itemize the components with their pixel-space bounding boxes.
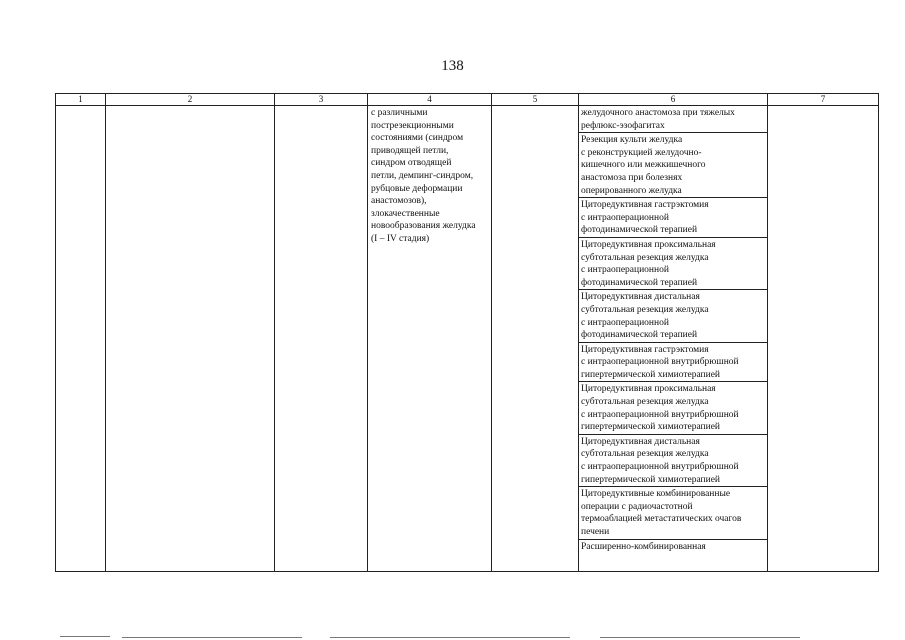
diagnosis-text-line: новообразования желудка bbox=[371, 221, 476, 232]
procedure-text-line: гипертермической химиотерапией bbox=[581, 369, 720, 380]
procedure-item bbox=[579, 382, 767, 434]
procedure-text-line: с интраоперационной bbox=[581, 212, 669, 223]
diagnosis-text-line: с различными bbox=[371, 108, 428, 118]
cell-col-3 bbox=[275, 106, 368, 572]
procedure-item bbox=[579, 343, 767, 383]
procedure-text-line: с интраоперационной внутрибрюшной bbox=[581, 357, 739, 368]
procedure-text-line: Расширенно-комбинированная bbox=[581, 541, 706, 552]
header-col-4: 4 bbox=[368, 94, 492, 106]
scan-artifact-line bbox=[60, 636, 110, 637]
procedure-text-line: рефлюкс-эзофагитах bbox=[581, 120, 665, 131]
cell-col-2 bbox=[106, 106, 275, 572]
cell-col-7 bbox=[768, 106, 879, 572]
header-col-6: 6 bbox=[579, 94, 768, 106]
table-row bbox=[56, 106, 879, 572]
procedure-text-line: субтотальная резекция желудка bbox=[581, 449, 709, 460]
procedure-text-line: анастомоза при болезнях bbox=[581, 172, 683, 183]
procedure-item bbox=[579, 106, 767, 133]
header-row bbox=[56, 94, 879, 106]
procedure-text-line: с реконструкцией желудочно- bbox=[581, 147, 702, 158]
procedure-text-line: печени bbox=[581, 527, 610, 537]
header-col-3: 3 bbox=[275, 94, 368, 106]
procedure-item bbox=[579, 540, 767, 554]
cell-col-4-diagnosis bbox=[368, 106, 492, 572]
page-number: 138 bbox=[441, 58, 464, 74]
procedure-item bbox=[579, 290, 767, 342]
procedure-text-line: Циторедуктивная проксимальная bbox=[581, 239, 716, 250]
procedure-text-line: гипертермической химиотерапией bbox=[581, 474, 720, 485]
procedure-text-line: с интраоперационной внутрибрюшной bbox=[581, 462, 739, 473]
procedure-text-line: Циторедуктивная проксимальная bbox=[581, 384, 716, 395]
procedure-text-line: Циторедуктивная гастрэктомия bbox=[581, 344, 709, 355]
scan-artifact-line bbox=[600, 637, 800, 638]
procedure-text-line: с интраоперационной внутрибрюшной bbox=[581, 409, 739, 420]
procedure-text-line: Циторедуктивная гастрэктомия bbox=[581, 200, 709, 211]
diagnosis-text-line: пострезекционными bbox=[371, 120, 454, 131]
diagnosis-text-line: рубцовые деформации bbox=[371, 183, 463, 194]
procedure-text-line: с интраоперационной bbox=[581, 317, 669, 328]
scan-artifact-line bbox=[122, 637, 302, 638]
diagnosis-text-line: состояниями (синдром bbox=[371, 133, 464, 144]
diagnosis-text-line: приводящей петли, bbox=[371, 145, 449, 156]
diagnosis-text-line: злокачественные bbox=[371, 208, 440, 219]
procedure-text-line: фотодинамической терапией bbox=[581, 277, 698, 288]
diagnosis-text-line: синдром отводящей bbox=[371, 158, 452, 169]
scan-artifact-line bbox=[330, 637, 570, 638]
procedure-text-line: Циторедуктивные комбинированные bbox=[581, 489, 731, 500]
document-table bbox=[55, 93, 879, 572]
procedure-item bbox=[579, 133, 767, 198]
procedure-item bbox=[579, 198, 767, 238]
procedure-text-line: термоаблацией метастатических очагов bbox=[581, 514, 742, 525]
diagnosis-text-line: (I – IV стадия) bbox=[371, 233, 430, 244]
procedure-text-line: гипертермической химиотерапией bbox=[581, 422, 720, 433]
cell-col-5 bbox=[492, 106, 579, 572]
header-col-7: 7 bbox=[768, 94, 879, 106]
header-col-5: 5 bbox=[492, 94, 579, 106]
procedure-text-line: оперированного желудка bbox=[581, 185, 682, 196]
procedure-text-line: с интраоперационной bbox=[581, 265, 669, 276]
procedure-text-line: фотодинамической терапией bbox=[581, 330, 698, 341]
diagnosis-text-line: петли, демпинг-синдром, bbox=[371, 170, 474, 181]
procedure-item bbox=[579, 238, 767, 290]
procedure-item bbox=[579, 487, 767, 539]
procedure-text-line: кишечного или межкишечного bbox=[581, 160, 706, 171]
procedure-text-line: субтотальная резекция желудка bbox=[581, 252, 709, 263]
cell-col-6-procedures bbox=[579, 106, 768, 572]
procedure-text-line: субтотальная резекция желудка bbox=[581, 397, 709, 408]
procedure-text-line: Циторедуктивная дистальная bbox=[581, 436, 700, 447]
procedure-text-line: операции с радиочастотной bbox=[581, 501, 693, 512]
procedure-text-line: желудочного анастомоза при тяжелых bbox=[581, 108, 735, 118]
cell-col-1 bbox=[56, 106, 106, 572]
procedure-text-line: Резекция культи желудка bbox=[581, 135, 683, 146]
procedure-text-line: субтотальная резекция желудка bbox=[581, 304, 709, 315]
procedure-text-line: фотодинамической терапией bbox=[581, 225, 698, 236]
procedure-item bbox=[579, 435, 767, 487]
header-col-2: 2 bbox=[106, 94, 275, 106]
header-col-1: 1 bbox=[56, 94, 106, 106]
procedure-text-line: Циторедуктивная дистальная bbox=[581, 292, 700, 303]
diagnosis-text-line: анастомозов), bbox=[371, 196, 427, 207]
